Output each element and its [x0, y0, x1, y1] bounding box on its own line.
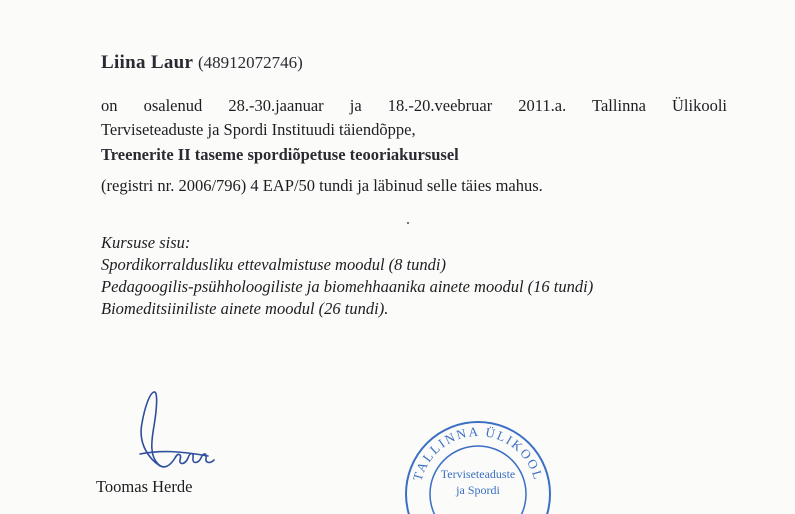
contents-item: Biomeditsiiniliste ainete moodul (26 tundi). — [101, 299, 389, 318]
contents-item: Spordikorraldusliku ettevalmistuse moodul (8 tundi) — [101, 255, 446, 274]
handwritten-signature — [130, 388, 230, 478]
recipient-name: Liina Laur — [101, 52, 194, 73]
institution-stamp — [398, 414, 558, 514]
course-contents — [101, 232, 593, 320]
stamp-inner-line-2: ja Spordi — [456, 483, 500, 497]
stamp-inner-line-1: Terviseteaduste — [440, 467, 516, 481]
participation-line-2: Terviseteaduste ja Spordi Instituudi täiendõppe, — [101, 120, 416, 139]
course-title: Treenerite II taseme spordiõpetuse teooriakursusel — [101, 145, 459, 164]
ink-dot — [407, 222, 409, 224]
contents-item: Pedagoogilis-psühholoogiliste ja biomehhaanika ainete moodul (16 tundi) — [101, 277, 594, 296]
recipient-id-code: (48912072746) — [197, 53, 303, 72]
recipient-line — [101, 52, 303, 74]
participation-paragraph — [101, 94, 727, 142]
registry-line: (registri nr. 2006/796) 4 EAP/50 tundi ja läbinud selle täies mahus. — [101, 176, 543, 195]
participation-line-1: on osalenud 28.-30.jaanuar ja 18.-20.veebruar 2011.a. Tallinna Ülikooli — [101, 96, 727, 115]
stamp-outer-text: TALLINNA ÜLIKOOL — [409, 423, 547, 483]
signatory-name: Toomas Herde — [96, 477, 193, 496]
contents-heading: Kursuse sisu: — [101, 233, 191, 252]
